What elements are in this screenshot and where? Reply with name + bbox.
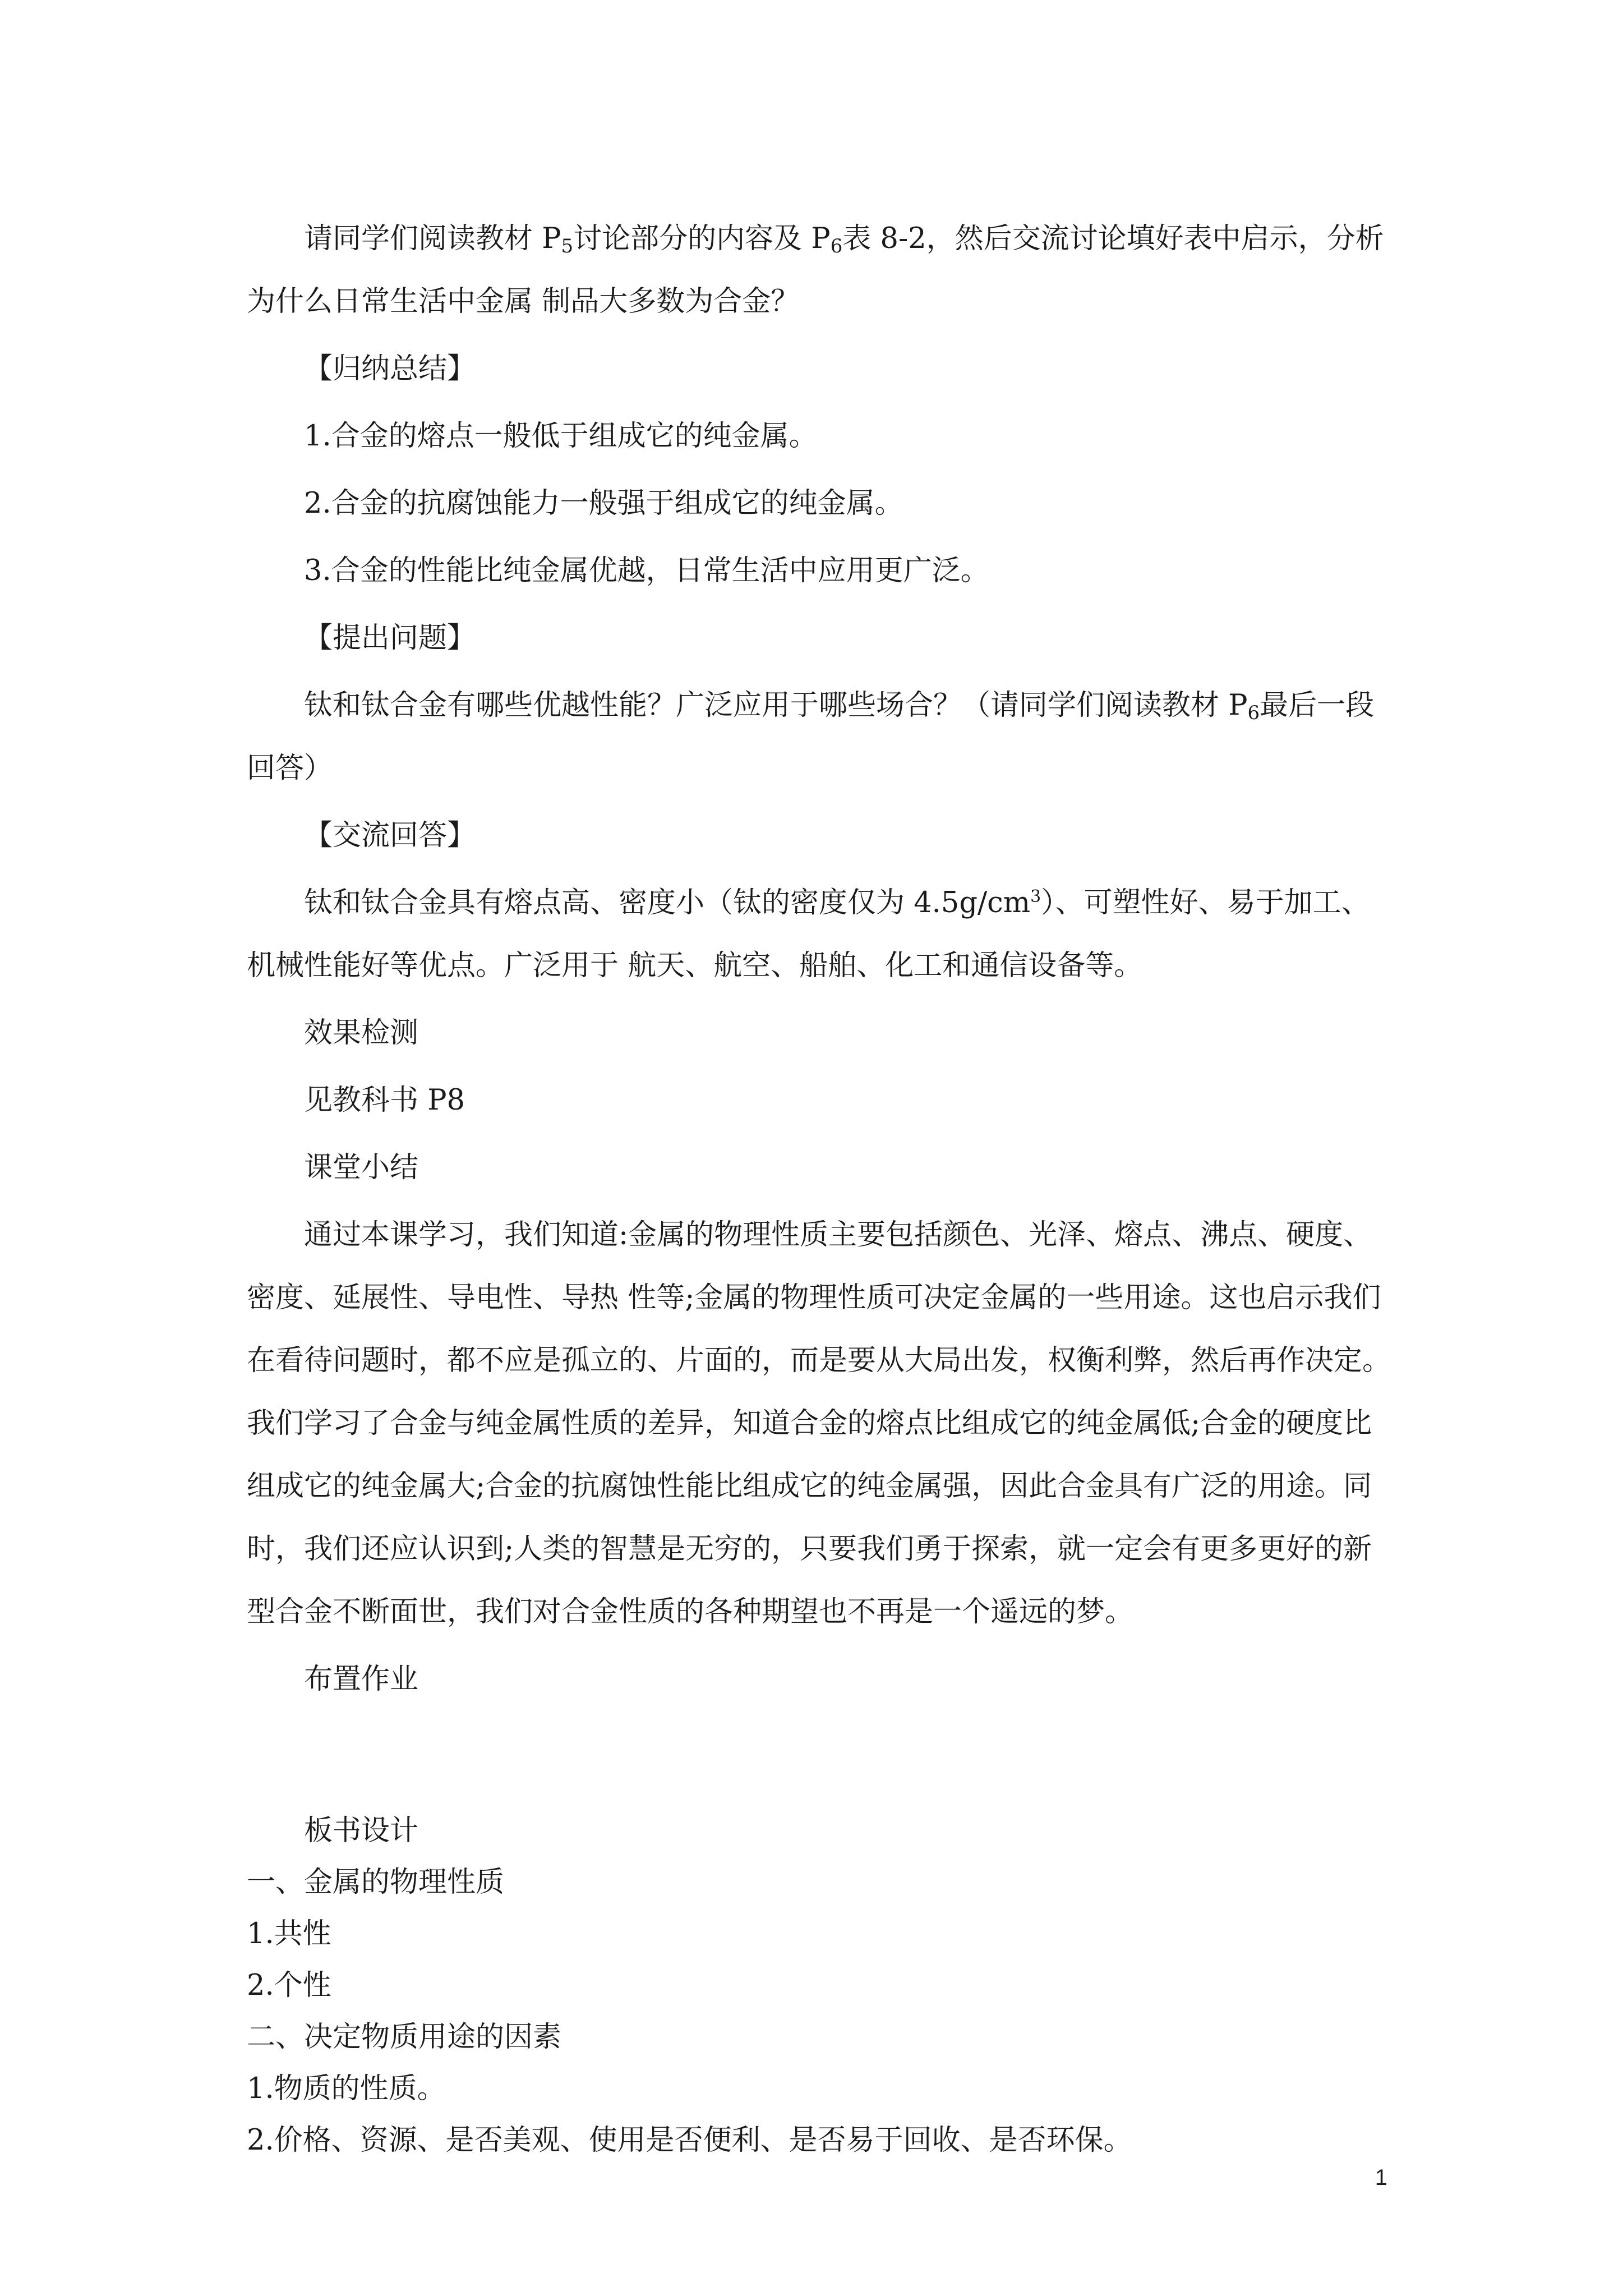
intro-subscript-2: 6 — [830, 235, 843, 257]
board-design — [247, 1805, 1391, 2166]
summary-heading: 【归纳总结】 — [304, 352, 476, 385]
answer-text-1: 钛和钛合金具有熔点高、密度小（钛的密度仅为 4.5g/cm — [304, 886, 1031, 919]
intro-paragraph — [247, 208, 1391, 333]
board-line: 一、金属的物理性质 — [247, 1866, 505, 1899]
board-line: 1.共性 — [247, 1917, 331, 1950]
answer-superscript: 3 — [1030, 887, 1041, 907]
intro-text-1: 请同学们阅读教材 P — [304, 222, 561, 255]
question-text-2: 最后一段回答） — [247, 689, 1375, 785]
spacer — [247, 1715, 1391, 1805]
intro-subscript-1: 5 — [561, 235, 574, 257]
answer-text-2: ）、可塑性好、易于加工、机械性能好等优点。广泛用于 航天、航空、船舶、化工和通信设备等。 — [247, 886, 1370, 982]
board-design-heading: 板书设计 — [304, 1814, 419, 1847]
effect-check-text: 见教科书 P8 — [304, 1084, 465, 1117]
question-paragraph — [247, 674, 1391, 800]
question-heading: 【提出问题】 — [304, 622, 476, 655]
summary-item: 3.合金的性能比纯金属优越，日常生活中应用更广泛。 — [304, 554, 989, 587]
summary-item: 1.合金的熔点一般低于组成它的纯金属。 — [304, 420, 818, 453]
board-line: 二、决定物质用途的因素 — [247, 2021, 562, 2054]
question-text-1: 钛和钛合金有哪些优越性能？广泛应用于哪些场合？（请同学们阅读教材 P — [304, 689, 1248, 722]
page-number: 1 — [1375, 2165, 1387, 2190]
board-line: 1.物质的性质。 — [247, 2072, 446, 2105]
answer-heading: 【交流回答】 — [304, 819, 476, 852]
homework-heading: 布置作业 — [304, 1663, 419, 1696]
board-line: 2.价格、资源、是否美观、使用是否便利、是否易于回收、是否环保。 — [247, 2124, 1132, 2157]
class-summary-paragraph: 通过本课学习，我们知道:金属的物理性质主要包括颜色、光泽、熔点、沸点、硬度、密度、延展性、导电性、导热 性等;金属的物理性质可决定金属的一些用途。这也启示我们在看待问题时，都不应是孤立的、片面的，而是要从大局出发，权衡利弊，然后再作决定。我们学习了合金与纯金属性质的差异，知道合金的熔点比组成它的纯金属低;合金的硬度比组成它的纯金属大;合金的抗腐蚀性能比组成它的纯金属强，因此合金具有广泛的用途。同时，我们还应认识到;人类的智慧是无穷的，只要我们勇于探索，就一定会有更多更好的新型合金不断面世，我们对合金性质的各种期望也不再是一个遥远的梦。 — [247, 1218, 1391, 1628]
class-summary-heading: 课堂小结 — [304, 1151, 419, 1184]
answer-paragraph — [247, 872, 1391, 997]
effect-check-heading: 效果检测 — [304, 1016, 419, 1050]
intro-text-2: 讨论部分的内容及 P — [573, 222, 831, 255]
intro-text-3: 表 8-2，然后交流讨论填好表中启示，分析为什么日常生活中金属 制品大多数为合金？ — [247, 222, 1384, 318]
question-subscript: 6 — [1247, 702, 1260, 724]
document-body — [247, 208, 1391, 2166]
board-line: 2.个性 — [247, 1969, 331, 2002]
summary-item: 2.合金的抗腐蚀能力一般强于组成它的纯金属。 — [304, 487, 903, 520]
